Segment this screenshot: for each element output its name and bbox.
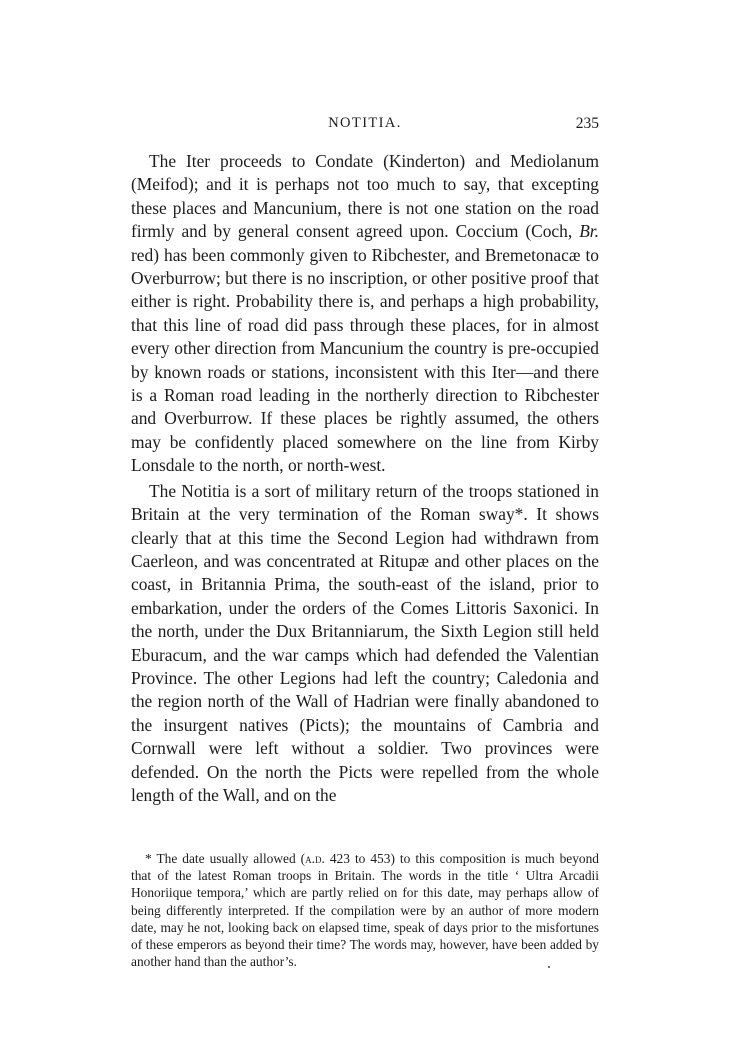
print-speck (548, 966, 550, 968)
paragraph-notitia: The Notitia is a sort of military return of the troops stationed in Britain at the very termination of the Roman sway*. It shows clearly that at this time the Second Legion had withdrawn from Caerleon, and was concentrated at Ritupæ and other places on the coast, in Britannia Prima, the south-east of the island, prior to embarkation, under the orders of the Comes Littoris Saxonici. In the north, under the Dux Britanniarum, the Sixth Legion still held Eburacum, and the war camps which had defended the Valentian Province. The other Legions had left the country; Caledonia and the region north of the Wall of Hadrian were finally abandoned to the insurgent natives (Picts); the mountains of Cambria and Cornwall were left without a soldier. Two provinces were defended. On the north the Picts were repelled from the whole length of the Wall, and on the (131, 480, 599, 805)
paragraph-iter-text-1: The Iter proceeds to Condate (Kinderton) and Mediolanum (Meifod); and it is perhaps not too much to say, that excepting these places and Mancunium, there is not one station on the road firmly and by general consent agreed upon. Coccium (Coch, (131, 151, 599, 242)
paragraph-iter (131, 150, 599, 478)
footnote (131, 850, 599, 970)
page-number: 235 (575, 115, 599, 132)
paragraph-iter-text-2: red) has been commonly given to Ribchester, and Bremetonacæ to Overburrow; but there is no inscription, or other positive proof that either is right. Probability there is, and perhaps a high probability, that this line of road did pass through these places, for in almost every other direction from Mancunium the country is pre-occupied by known roads or stations, inconsistent with this Iter—and there is a Roman road leading in the northerly direction to Ribchester and Overburrow. If these places be rightly assumed, the others may be confidently placed somewhere on the line from Kirby Lonsdale to the north, or north-west. (131, 244, 599, 476)
footnote-text (131, 850, 599, 970)
running-header (131, 115, 599, 135)
footnote-text-1: * The date usually allowed ( (145, 851, 306, 866)
footnote-era-abbreviation: a.d. (305, 851, 325, 866)
running-title: NOTITIA. (328, 115, 402, 131)
main-text (131, 150, 599, 807)
footnote-text-2: 423 to 453) to this composition is much beyond that of the latest Roman troops in Britain. The words in the title ‘ Ultra Arcadii Honoriique tempora,’ which are partly relied on for this date, may perhaps allow of being differently interpreted. If the compilation were by an author of more modern date, may he not, looking back on elapsed time, speak of days prior to the misfortunes of these emperors as beyond their time? The words may, however, have been added by another hand than the author’s. (131, 851, 600, 970)
paragraph-iter-italic: Br. (579, 221, 599, 242)
